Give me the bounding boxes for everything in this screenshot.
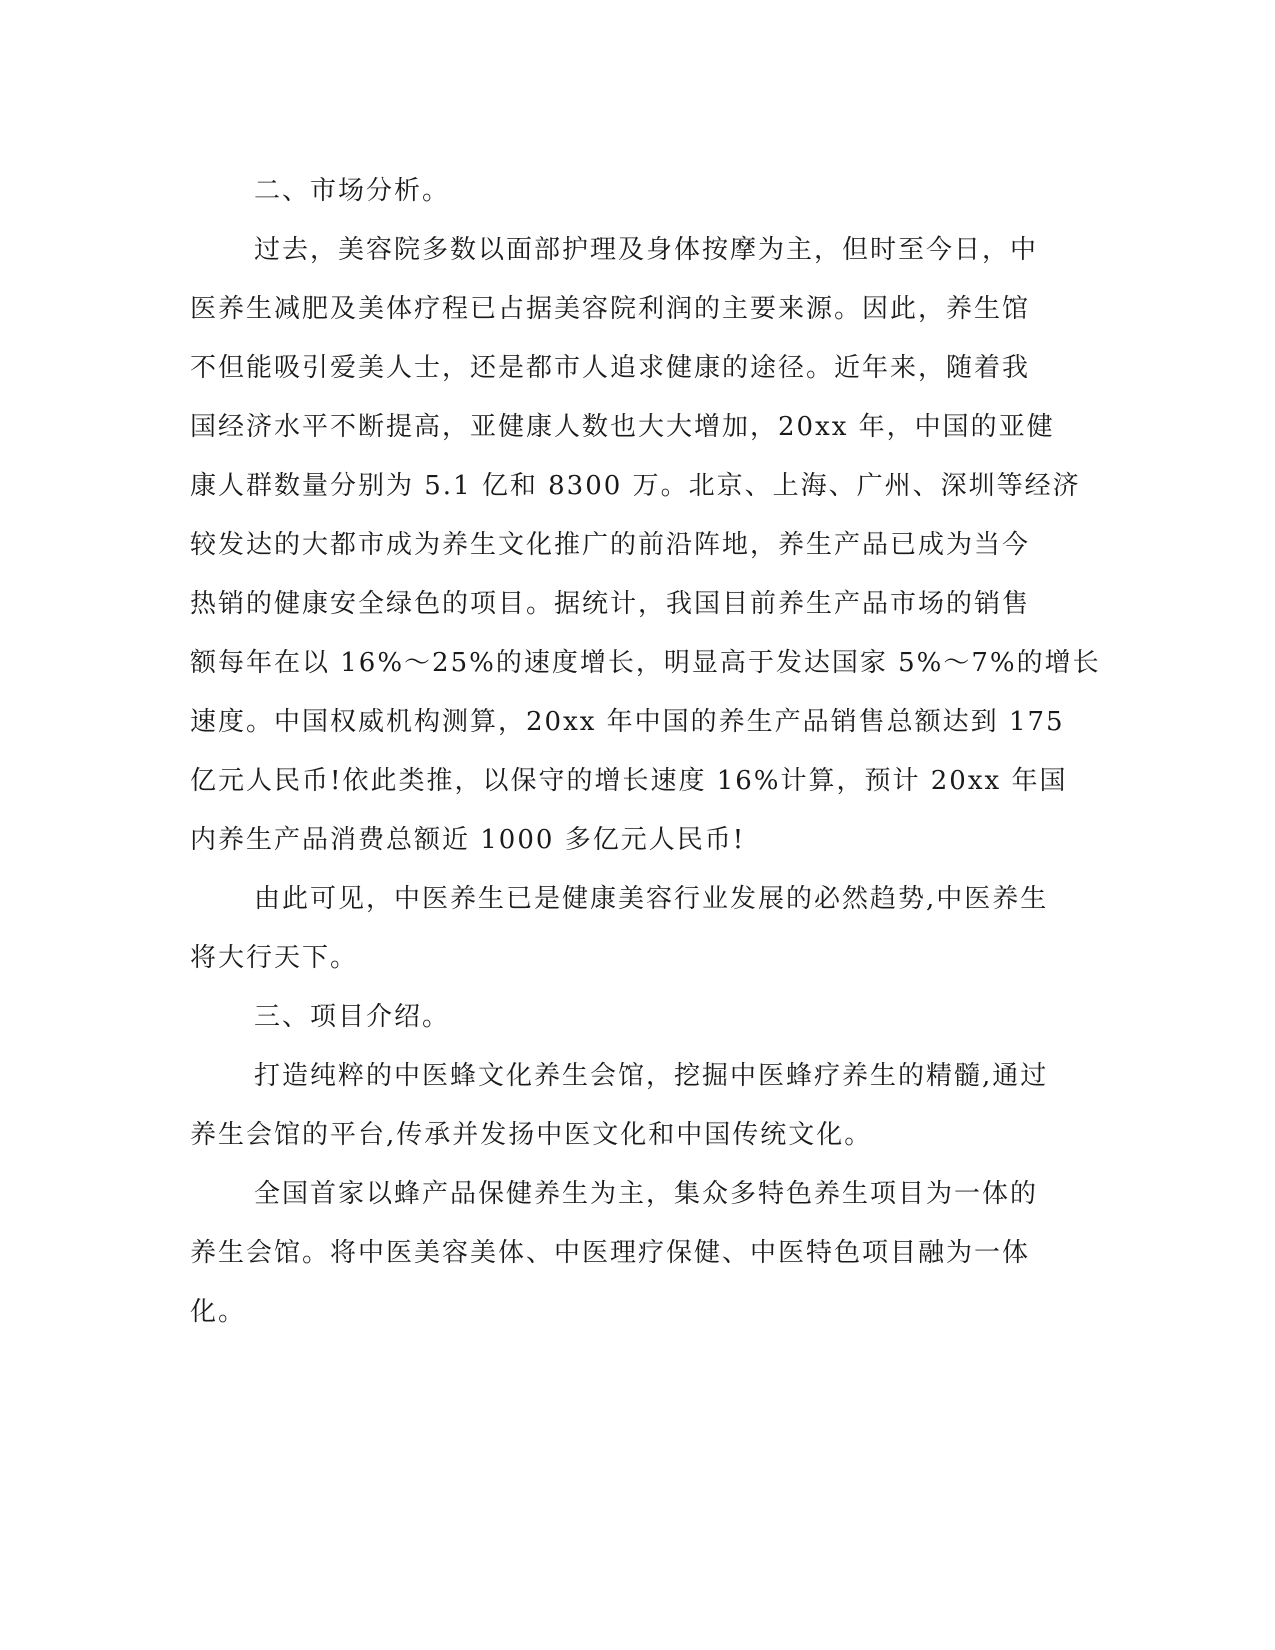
paragraph-line: 化。 — [190, 1297, 247, 1327]
paragraph-line: 国经济水平不断提高，亚健康人数也大大增加，20xx 年，中国的亚健 — [190, 412, 1055, 442]
paragraph-line: 内养生产品消费总额近 1000 多亿元人民币! — [190, 825, 746, 855]
paragraph-line: 速度。中国权威机构测算，20xx 年中国的养生产品销售总额达到 175 — [190, 707, 1065, 737]
paragraph-line: 额每年在以 16%～25%的速度增长，明显高于发达国家 5%～7%的增长 — [190, 648, 1101, 678]
paragraph-line: 康人群数量分别为 5.1 亿和 8300 万。北京、上海、广州、深圳等经济 — [190, 471, 1081, 501]
paragraph-line: 医养生减肥及美体疗程已占据美容院利润的主要来源。因此，养生馆 — [190, 294, 1031, 324]
paragraph-line: 全国首家以蜂产品保健养生为主，集众多特色养生项目为一体的 — [254, 1179, 1039, 1209]
section-heading-market-analysis: 二、市场分析。 — [254, 176, 451, 206]
paragraph-line: 养生会馆。将中医美容美体、中医理疗保健、中医特色项目融为一体 — [190, 1238, 1031, 1268]
paragraph-line: 热销的健康安全绿色的项目。据统计，我国目前养生产品市场的销售 — [190, 589, 1031, 619]
paragraph-line: 不但能吸引爱美人士，还是都市人追求健康的途径。近年来，随着我 — [190, 353, 1031, 383]
paragraph-line: 由此可见，中医养生已是健康美容行业发展的必然趋势,中医养生 — [254, 884, 1049, 914]
paragraph-line: 较发达的大都市成为养生文化推广的前沿阵地，养生产品已成为当今 — [190, 530, 1031, 560]
paragraph-line: 将大行天下。 — [190, 943, 359, 973]
document-body — [190, 162, 1101, 1342]
paragraph-line: 打造纯粹的中医蜂文化养生会馆，挖掘中医蜂疗养生的精髓,通过 — [254, 1061, 1049, 1091]
paragraph-line: 过去，美容院多数以面部护理及身体按摩为主，但时至今日，中 — [254, 235, 1039, 265]
section-heading-project-intro: 三、项目介绍。 — [254, 1002, 451, 1032]
paragraph-line: 养生会馆的平台,传承并发扬中医文化和中国传统文化。 — [190, 1120, 873, 1150]
paragraph-line: 亿元人民币!依此类推，以保守的增长速度 16%计算，预计 20xx 年国 — [190, 766, 1068, 796]
